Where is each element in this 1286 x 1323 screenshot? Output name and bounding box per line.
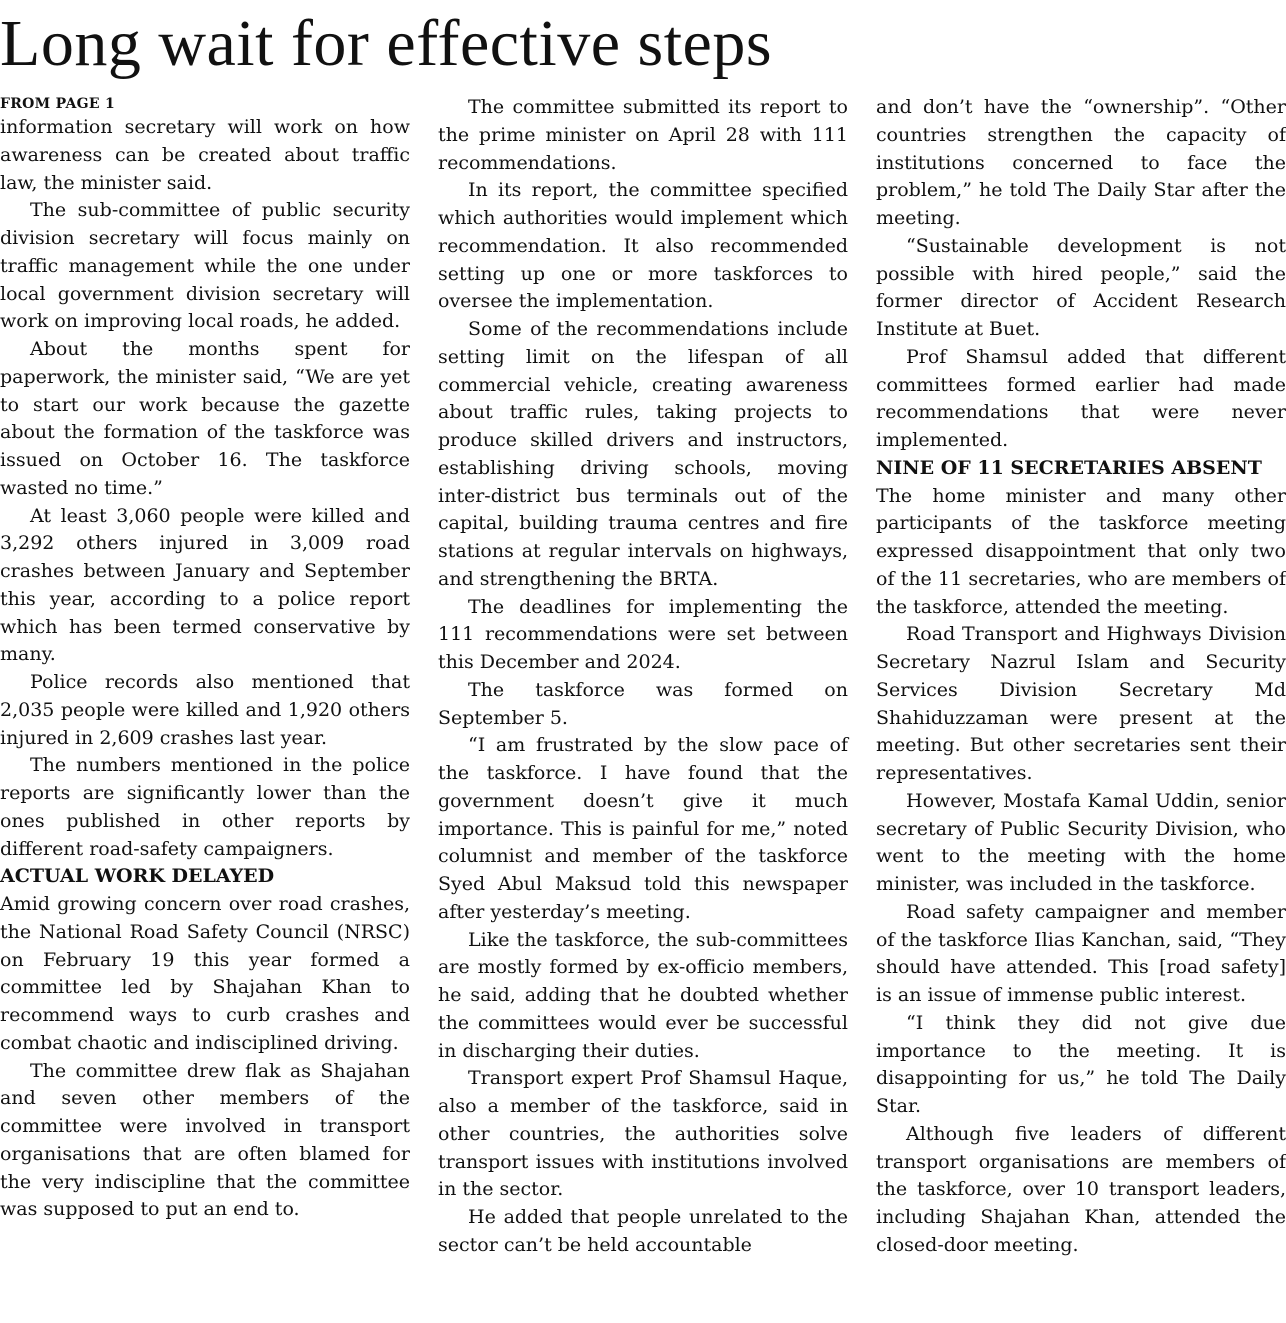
section-subhead: NINE OF 11 SECRETARIES ABSENT: [876, 456, 1262, 479]
article-paragraph: The deadlines for implementing the 111 recommendations were set between this December and 2024.: [438, 595, 848, 673]
article-paragraph: and don’t have the “ownership”. “Other countries strengthen the capacity of institutions concerned to face the problem,” he told The Daily Star after the meeting.: [876, 96, 1286, 229]
article-paragraph: The committee submitted its report to the prime minister on April 28 with 111 recommendations.: [438, 96, 848, 174]
article-paragraph: Although five leaders of different transport organisations are members of the taskforce, over 10 transport leaders, including Shajahan Khan, attended the closed-door meeting.: [876, 1122, 1286, 1256]
article-paragraph: At least 3,060 people were killed and 3,292 others injured in 3,009 road crashes between January and September this year, according to a police report which has been termed conservative by many.: [0, 504, 410, 666]
headline: Long wait for effective steps: [0, 7, 773, 80]
article-paragraph: “I think they did not give due importance to the meeting. It is disappointing for us,” he told The Daily Star.: [876, 1011, 1286, 1117]
article-paragraph: About the months spent for paperwork, the minister said, “We are yet to start our work because the gazette about the formation of the taskforce was issued on October 16. The taskforce wasted no time.”: [0, 338, 410, 499]
article-paragraph: The taskforce was formed on September 5.: [438, 678, 848, 729]
article-paragraph: Police records also mentioned that 2,035 people were killed and 1,920 others injured in 2,609 crashes last year.: [0, 671, 410, 749]
article-paragraph: In its report, the committee specified which authorities would implement which recommendation. It also recommended setting up one or more taskforces to oversee the implementation.: [438, 179, 848, 313]
article-paragraph: He added that people unrelated to the sector can’t be held accountable: [438, 1206, 848, 1256]
article-paragraph: Prof Shamsul added that different committees formed earlier had made recommendations that were never implemented.: [876, 345, 1286, 451]
article-paragraph: Like the taskforce, the sub-committees are mostly formed by ex-officio members, he said, adding that he doubted whether the committees would ever be successful in discharging their duties.: [438, 928, 848, 1062]
article-column-2: [438, 94, 848, 1260]
article-paragraph: Transport expert Prof Shamsul Haque, also a member of the taskforce, said in other countries, the authorities solve transport issues with institutions involved in the sector.: [438, 1067, 848, 1201]
article-column-1: [0, 94, 410, 1224]
article-paragraph: However, Mostafa Kamal Uddin, senior secretary of Public Security Division, who went to the meeting with the home minister, was included in the taskforce.: [876, 789, 1286, 895]
article-paragraph: “Sustainable development is not possible with hired people,” said the former director of Accident Research Institute at Buet.: [876, 234, 1286, 340]
article-paragraph: Road safety campaigner and member of the taskforce Ilias Kanchan, said, “They should have attended. This [road safety] is an issue of immense public interest.: [876, 900, 1286, 1006]
article-paragraph: “I am frustrated by the slow pace of the taskforce. I have found that the government doesn’t give it much importance. This is painful for me,” noted columnist and member of the taskforce Syed Abul Maksud told this newspaper after yesterday’s meeting.: [438, 734, 848, 923]
article-paragraph: Amid growing concern over road crashes, the National Road Safety Council (NRSC) on February 19 this year formed a committee led by Shajahan Khan to recommend ways to curb crashes and combat chaotic and indisciplined driving.: [0, 893, 410, 1054]
article-paragraph: The sub-committee of public security division secretary will focus mainly on traffic management while the one under local government division secretary will work on improving local roads, he added.: [0, 199, 410, 333]
article-column-3: [876, 94, 1286, 1260]
article-paragraph: The numbers mentioned in the police reports are significantly lower than the ones published in other reports by different road-safety campaigners.: [0, 754, 410, 860]
article-paragraph: information secretary will work on how awareness can be created about traffic law, the minister said.: [0, 116, 410, 194]
article-paragraph: The home minister and many other participants of the taskforce meeting expressed disappointment that only two of the 11 secretaries, who are members of the taskforce, attended the meeting.: [876, 484, 1286, 618]
continued-from-label: FROM PAGE 1: [0, 96, 116, 112]
section-subhead: ACTUAL WORK DELAYED: [0, 865, 275, 888]
article-paragraph: The committee drew flak as Shajahan and seven other members of the committee were involved in transport organisations that are often blamed for the very indiscipline that the committee was supposed to put an end to.: [0, 1059, 410, 1221]
article-paragraph: Road Transport and Highways Division Secretary Nazrul Islam and Security Services Division Secretary Md Shahiduzzaman were present at the meeting. But other secretaries sent their representatives.: [876, 623, 1286, 784]
article-paragraph: Some of the recommendations include setting limit on the lifespan of all commercial vehicle, creating awareness about traffic rules, taking projects to produce skilled drivers and instructors, establishing driving schools, moving inter-district bus terminals out of the capital, building trauma centres and fire stations at regular intervals on highways, and strengthening the BRTA.: [438, 318, 848, 590]
